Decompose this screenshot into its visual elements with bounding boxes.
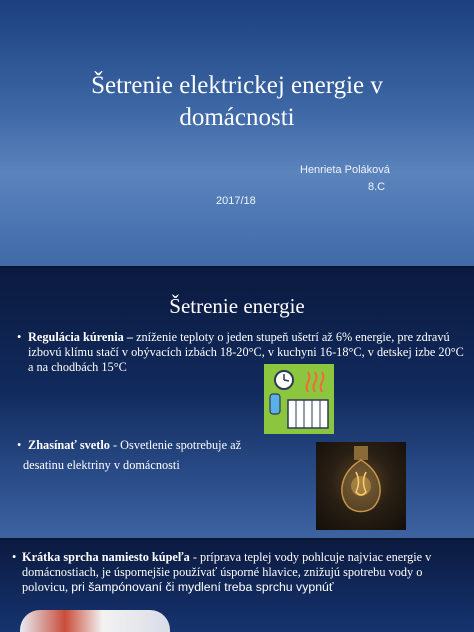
title-line-2: domácnosti [179,104,295,131]
slide-title [40,70,434,134]
title-slide [0,0,474,266]
bullet-icon: • [12,550,17,564]
author-name: Henrieta Poláková [300,164,390,176]
slide-title: Šetrenie energie [169,294,305,318]
light-bulb-icon [316,442,406,530]
school-year: 2017/18 [216,195,256,207]
bullet-heading: Regulácia kúrenia – [28,330,133,344]
shower-slide [0,540,474,632]
bullet-heading: Zhasínať svetlo [28,438,110,452]
class-label: 8.C [368,181,386,193]
energy-saving-slide [0,268,474,538]
bullet-text: - Osvetlenie spotrebuje až [109,438,242,452]
bullet-heating [17,330,464,375]
bullet-text-tail: pri šampónovaní či mydlení treba sprchu vypnúť [71,580,334,594]
bullet-icon: • [17,330,22,344]
bullet-light [17,438,298,453]
bullet-text: zníženie teploty o jeden stupeň ušetrí až 6% energie, pre zdravú izbovú klímu stačí v obývacích izbách 18-20°C, v kuchyni 16-18°C, v detskej izbe 20°C a na chodbách 15°C [28,330,464,374]
bullet-shower [12,550,462,595]
title-line-1: Šetrenie elektrickej energie v [91,72,383,99]
bullet-heading: Krátka sprcha namiesto kúpeľa [22,550,190,564]
bullet-icon: • [17,438,22,452]
radiator-thermostat-icon [264,364,334,434]
bullet-text-continued: desatinu elektriny v domácnosti [23,458,180,472]
shower-icon [20,610,170,632]
bullet-text: - príprava teplej vody pohlcuje najviac energie v domácnostiach, je úspornejšie používať úsporné hlavice, znižujú spotrebu vody o polovicu, [22,550,432,594]
